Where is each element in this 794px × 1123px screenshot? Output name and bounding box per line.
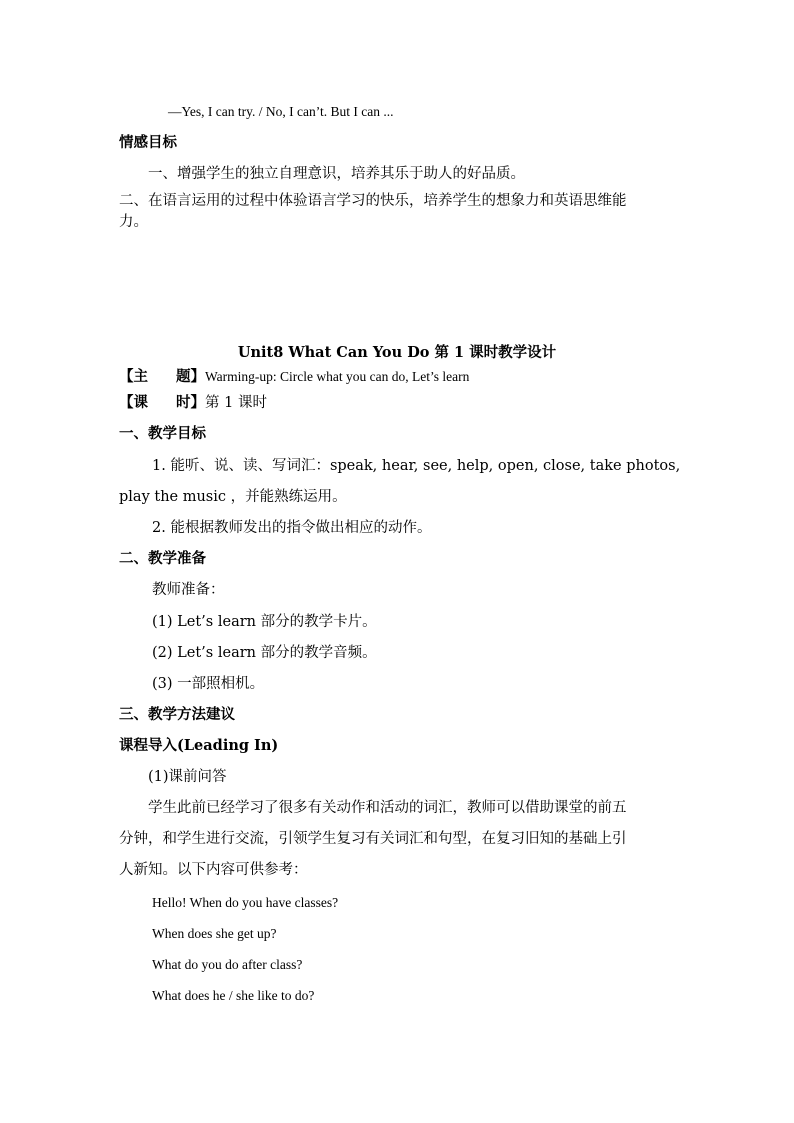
period-value: 第 1 课时 [205, 395, 267, 411]
theme-label-end: 题】 [176, 368, 205, 385]
goal-1-line-2: play the music ，并能熟练运用。 [119, 489, 347, 505]
goal-2: 2. 能根据教师发出的指令做出相应的动作。 [152, 520, 432, 536]
teaching-method-heading: 三、教学方法建议 [119, 706, 235, 723]
question-2: When does she get up? [152, 926, 277, 941]
theme-value: Warming-up: Circle what you can do, Let’s learn [205, 369, 470, 384]
paragraph-line-1: 学生此前已经学习了很多有关动作和活动的词汇，教师可以借助课堂的前五 [148, 800, 627, 816]
teaching-goals-heading: 一、教学目标 [119, 425, 206, 442]
dialog-line: —Yes, I can try. / No, I can’t. But I can ... [168, 104, 394, 119]
paragraph-line-3: 人新知。以下内容可供参考： [119, 862, 308, 878]
emotion-goal-item-1: 一、增强学生的独立自理意识，培养其乐于助人的好品质。 [148, 166, 525, 182]
period-label-end: 时】 [176, 394, 205, 411]
theme-row [119, 367, 469, 387]
paragraph-line-2: 分钟，和学生进行交流，引领学生复习有关词汇和句型，在复习旧知的基础上引 [119, 831, 627, 847]
emotion-goals-heading: 情感目标 [119, 134, 177, 151]
period-label-start: 【课 [119, 394, 148, 411]
leading-in-step: (1)课前问答 [148, 769, 227, 785]
question-3: What do you do after class? [152, 957, 303, 972]
lesson-title: Unit8 What Can You Do 第 1 课时教学设计 [237, 344, 557, 361]
goal-1-line-1: 1. 能听、说、读、写词汇：speak, hear, see, help, open, close, take photos, [152, 458, 681, 474]
emotion-goal-item-2-line-1: 二、在语言运用的过程中体验语言学习的快乐，培养学生的想象力和英语思维能 [119, 193, 627, 209]
leading-in-heading: 课程导入(Leading In) [119, 737, 279, 754]
teaching-prep-heading: 二、教学准备 [119, 550, 206, 567]
emotion-goal-item-2-line-2: 力。 [119, 214, 148, 230]
prep-item-2: (2) Let’s learn 部分的教学音频。 [152, 645, 377, 661]
question-1: Hello! When do you have classes? [152, 895, 339, 910]
prep-item-3: (3) 一部照相机。 [152, 676, 265, 692]
prep-item-1: (1) Let’s learn 部分的教学卡片。 [152, 614, 377, 630]
prep-intro: 教师准备： [152, 582, 225, 598]
theme-label-start: 【主 [119, 368, 148, 385]
period-row [119, 393, 267, 413]
question-4: What does he / she like to do? [152, 988, 315, 1003]
